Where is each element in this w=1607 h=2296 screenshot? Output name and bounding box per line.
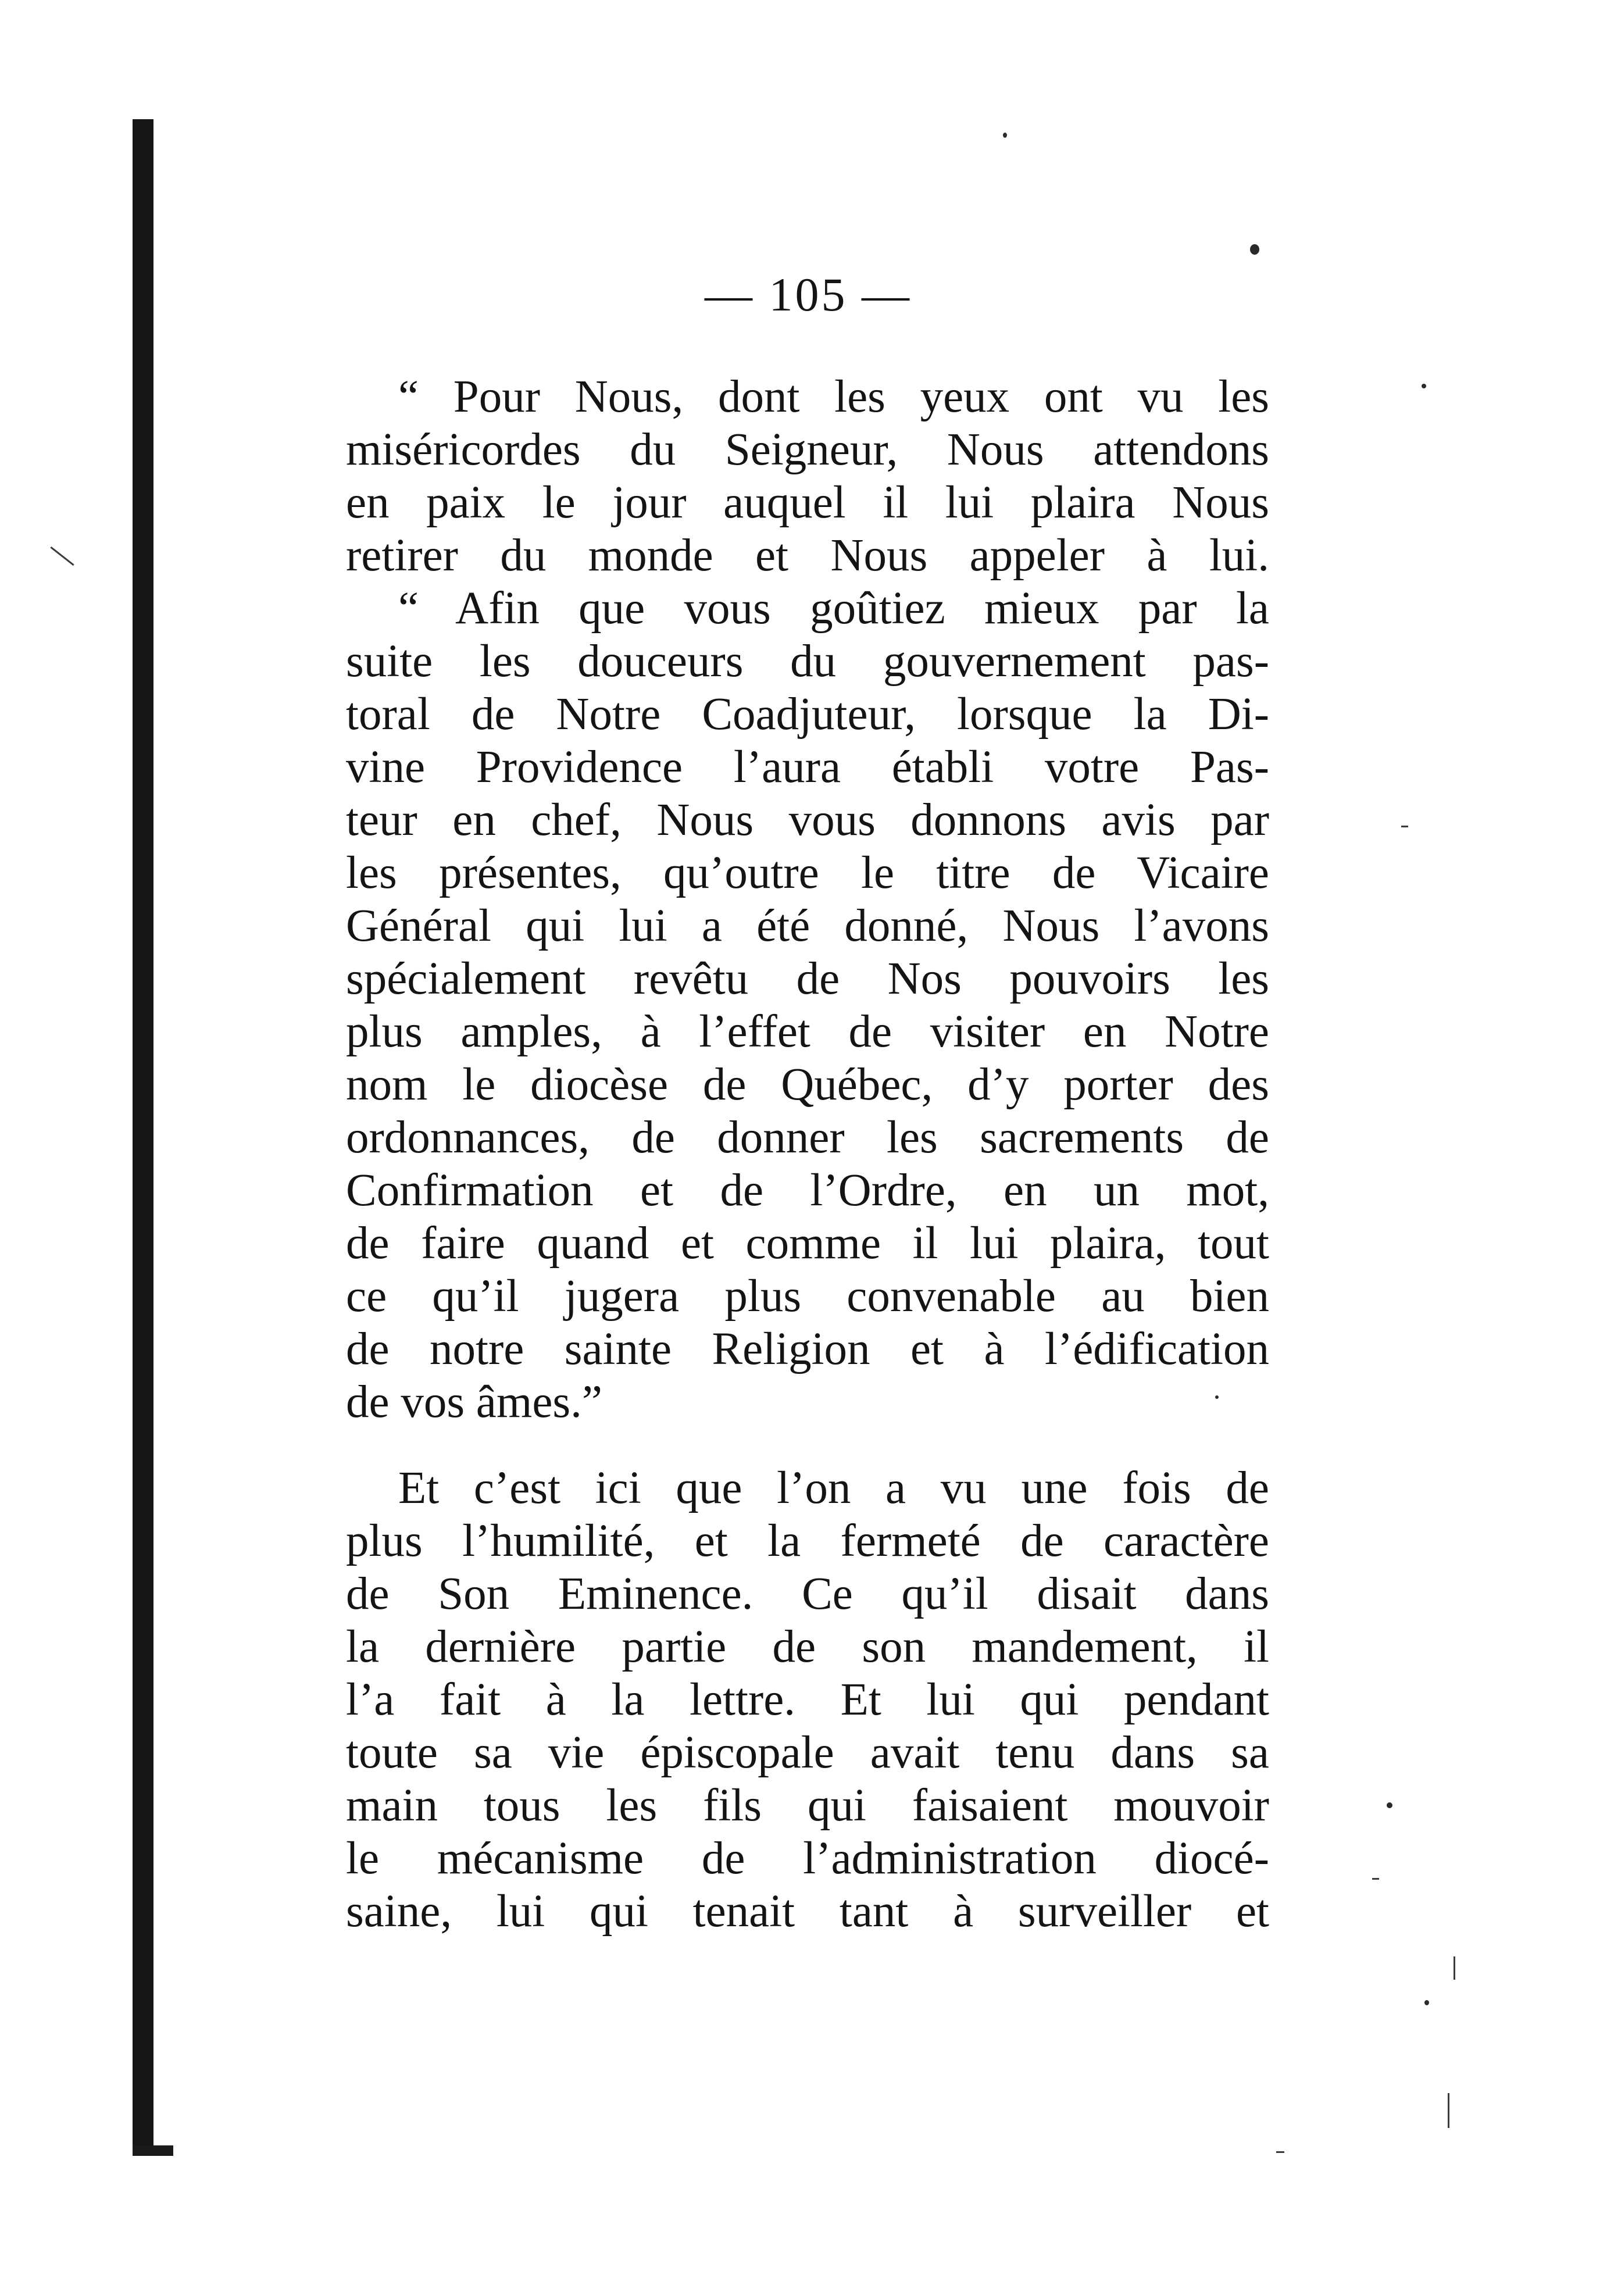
binding-edge-foot xyxy=(133,2145,173,2156)
text-line: Et c’est ici que l’on a vu une fois de xyxy=(398,1463,1269,1513)
text-line: l’a fait à la lettre. Et lui qui pendant xyxy=(346,1674,1269,1725)
quoted-passage xyxy=(346,370,1269,1429)
text-line: Confirmation et de l’Ordre, en un mot, xyxy=(346,1165,1269,1216)
scan-speck xyxy=(1250,244,1259,255)
text-line: de notre sainte Religion et à l’édification xyxy=(346,1324,1269,1374)
text-line: miséricordes du Seigneur, Nous attendons xyxy=(346,424,1269,475)
text-line: les présentes, qu’outre le titre de Vicaire xyxy=(346,848,1269,898)
scan-speck xyxy=(1422,384,1426,388)
text-line: suite les douceurs du gouvernement pas- xyxy=(346,636,1269,687)
scan-speck xyxy=(1003,133,1007,138)
scan-mark xyxy=(1276,2151,1284,2153)
text-line: la dernière partie de son mandement, il xyxy=(346,1622,1269,1672)
text-line: de Son Eminence. Ce qu’il disait dans xyxy=(346,1569,1269,1619)
text-line: retirer du monde et Nous appeler à lui. xyxy=(346,530,1269,581)
text-line: le mécanisme de l’administration diocé- xyxy=(346,1833,1269,1884)
text-line: plus l’humilité, et la fermeté de caractère xyxy=(346,1516,1269,1566)
text-line: “ Pour Nous, dont les yeux ont vu les xyxy=(398,372,1269,422)
scan-speck xyxy=(1387,1802,1392,1808)
text-line: spécialement revêtu de Nos pouvoirs les xyxy=(346,954,1269,1004)
page-number: — 105 — xyxy=(705,268,912,321)
text-line: main tous les fils qui faisaient mouvoir xyxy=(346,1780,1269,1831)
text-line: en paix le jour auquel il lui plaira Nous xyxy=(346,477,1269,528)
text-line: ce qu’il jugera plus convenable au bien xyxy=(346,1271,1269,1322)
scan-speck xyxy=(1424,2000,1429,2005)
scan-mark xyxy=(1448,2093,1449,2128)
scan-mark xyxy=(50,547,74,566)
text-line: nom le diocèse de Québec, d’y porter des xyxy=(346,1059,1269,1110)
text-line: toral de Notre Coadjuteur, lorsque la Di- xyxy=(346,689,1269,740)
text-line: vine Providence l’aura établi votre Pas- xyxy=(346,742,1269,792)
text-line: Général qui lui a été donné, Nous l’avons xyxy=(346,901,1269,951)
text-line: de faire quand et comme il lui plaira, tout xyxy=(346,1218,1269,1269)
text-line: teur en chef, Nous vous donnons avis par xyxy=(346,795,1269,845)
body-paragraph xyxy=(346,1462,1269,1938)
text-line: toute sa vie épiscopale avait tenu dans sa xyxy=(346,1727,1269,1778)
text-line: plus amples, à l’effet de visiter en Notre xyxy=(346,1006,1269,1057)
text-line: saine, lui qui tenait tant à surveiller et xyxy=(346,1886,1269,1937)
text-line: “ Afin que vous goûtiez mieux par la xyxy=(398,583,1269,634)
scan-mark xyxy=(1372,1878,1379,1880)
scan-mark xyxy=(1401,826,1408,827)
text-line: de vos âmes.” xyxy=(346,1377,602,1427)
binding-edge-line xyxy=(133,119,153,2154)
scan-mark xyxy=(1454,1956,1455,1980)
text-line: ordonnances, de donner les sacrements de xyxy=(346,1112,1269,1163)
